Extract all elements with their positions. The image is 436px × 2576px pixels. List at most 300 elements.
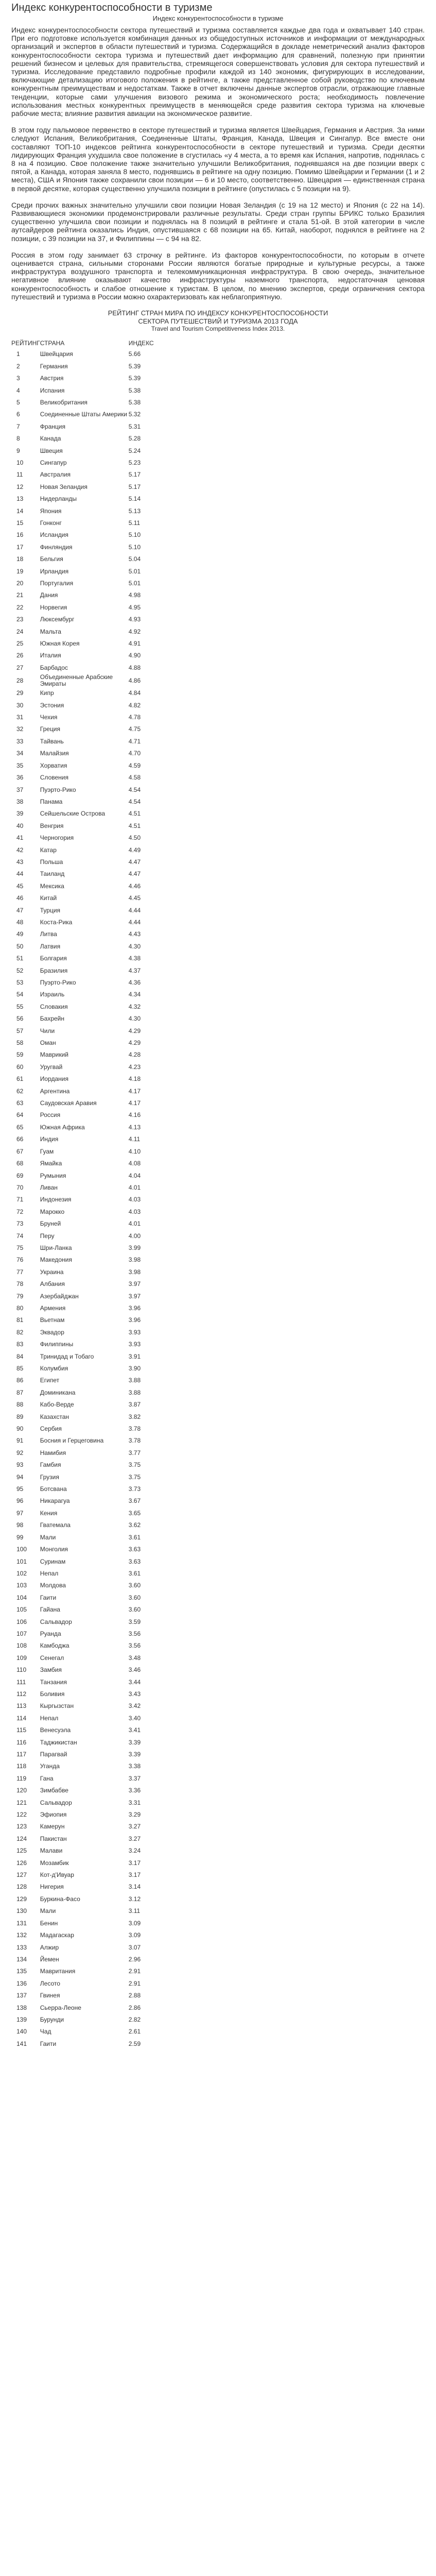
table-row [11,348,170,360]
table-row [11,1338,170,1350]
index-cell: 4.92 [128,628,141,635]
index-cell: 4.17 [128,1099,141,1107]
rank-cell: 109 [16,1654,27,1662]
index-cell: 3.09 [128,1919,141,1927]
rank-cell: 82 [16,1328,24,1336]
country-cell: Великобритания [40,398,88,406]
page-title: Индекс конкурентоспособности в туризме [11,2,213,13]
index-cell: 3.65 [128,1509,141,1517]
table-row [11,1845,170,1857]
country-cell: Армения [40,1304,66,1312]
table-row [11,1471,170,1483]
table-row [11,1568,170,1580]
rank-cell: 24 [16,628,24,635]
table-header-row [11,338,170,348]
country-cell: Мавритания [40,1968,76,1975]
index-cell: 4.17 [128,1087,141,1095]
rank-cell: 22 [16,603,24,611]
index-cell: 4.82 [128,701,141,709]
country-cell: Саудовская Аравия [40,1099,97,1107]
index-cell: 5.11 [128,519,141,527]
table-row [11,614,170,625]
index-cell: 3.09 [128,1931,141,1939]
table-row [11,1013,170,1025]
country-cell: Бразилия [40,967,68,974]
table-row [11,772,170,784]
table-row [11,1652,170,1664]
index-cell: 4.59 [128,761,141,769]
index-cell: 3.48 [128,1654,141,1662]
rank-cell: 58 [16,1039,24,1047]
rank-cell: 36 [16,774,24,782]
rank-cell: 27 [16,664,24,671]
index-cell: 5.04 [128,555,141,563]
index-cell: 4.45 [128,894,141,902]
table-row [11,1182,170,1194]
index-cell: 3.88 [128,1377,141,1384]
index-cell: 3.31 [128,1799,141,1806]
index-cell: 4.50 [128,834,141,842]
country-cell: Эстония [40,701,64,709]
country-cell: Кабо-Верде [40,1401,74,1409]
table-row [11,1122,170,1133]
index-cell: 4.03 [128,1208,141,1215]
index-cell: 4.54 [128,786,141,793]
table-row [11,578,170,589]
rank-cell: 75 [16,1244,24,1251]
country-cell: Гонконг [40,519,62,527]
country-cell: Сальвадор [40,1618,72,1625]
country-cell: Люксембург [40,616,75,623]
rank-cell: 141 [16,2040,27,2047]
rank-cell: 20 [16,580,24,587]
country-cell: Лесото [40,1979,60,1987]
index-cell: 4.54 [128,798,141,805]
rank-cell: 65 [16,1123,24,1131]
country-cell: Чили [40,1027,55,1035]
country-cell: Бахрейн [40,1015,64,1023]
rank-cell: 139 [16,2015,27,2023]
index-cell: 2.61 [128,2028,141,2036]
country-cell: Латвия [40,942,61,950]
rank-cell: 99 [16,1533,24,1541]
table-row [11,397,170,409]
rank-cell: 98 [16,1521,24,1529]
rank-cell: 66 [16,1136,24,1143]
index-cell: 4.71 [128,737,141,745]
country-cell: Нигерия [40,1883,64,1891]
rank-cell: 38 [16,798,24,805]
index-cell: 4.16 [128,1111,141,1119]
index-cell: 4.30 [128,942,141,950]
column-header-rank: РЕЙТИНГ [11,340,40,347]
index-cell: 4.01 [128,1220,141,1228]
rank-cell: 47 [16,906,24,914]
rank-cell: 129 [16,1895,27,1903]
country-cell: Маврикий [40,1051,68,1059]
country-cell: Сейшельские Острова [40,810,106,818]
index-cell: 4.18 [128,1075,141,1083]
index-cell: 2.91 [128,1968,141,1975]
index-cell: 3.59 [128,1618,141,1625]
rank-cell: 103 [16,1582,27,1589]
table-row [11,711,170,723]
rank-cell: 130 [16,1907,27,1915]
table-row [11,541,170,553]
country-cell: Коста-Рика [40,918,73,926]
table-row [11,517,170,529]
table-row [11,553,170,565]
table-row [11,2038,170,2050]
country-cell: Мексика [40,882,64,890]
rank-cell: 17 [16,543,24,551]
table-row [11,493,170,505]
rank-cell: 122 [16,1811,27,1819]
table-row [11,481,170,493]
country-cell: Южная Корея [40,640,80,648]
rank-cell: 13 [16,495,24,503]
rank-cell: 21 [16,591,24,599]
country-cell: Южная Африка [40,1123,85,1131]
country-cell: Таджикистан [40,1738,77,1746]
table-row [11,1604,170,1616]
table-row [11,1037,170,1049]
index-cell: 2.59 [128,2040,141,2047]
index-cell: 4.98 [128,591,141,599]
rank-cell: 1 [16,350,20,358]
country-cell: Греция [40,725,61,733]
rank-cell: 57 [16,1027,24,1035]
rank-cell: 39 [16,810,24,818]
country-cell: Япония [40,507,62,515]
index-cell: 4.49 [128,846,141,854]
country-cell: Франция [40,422,65,430]
index-cell: 4.58 [128,774,141,782]
table-row [11,1375,170,1386]
index-cell: 3.61 [128,1533,141,1541]
table-row [11,409,170,420]
country-cell: Молдова [40,1582,66,1589]
rank-cell: 119 [16,1774,27,1782]
table-row [11,844,170,856]
ranking-table [11,338,170,2050]
country-cell: Гуам [40,1147,54,1155]
rank-cell: 70 [16,1183,24,1191]
index-cell: 3.88 [128,1388,141,1396]
table-row [11,1941,170,1953]
rank-cell: 14 [16,507,24,515]
country-cell: Танзания [40,1678,67,1686]
index-cell: 5.32 [128,411,141,418]
table-row [11,625,170,637]
table-row [11,1833,170,1845]
rank-cell: 108 [16,1642,27,1650]
country-cell: Сальвадор [40,1799,72,1806]
country-cell: Германия [40,362,68,370]
country-cell: Черногория [40,834,74,842]
table-row [11,1929,170,1941]
index-cell: 5.17 [128,483,141,490]
table-row [11,1918,170,1929]
rank-cell: 72 [16,1208,24,1215]
table-row [11,964,170,976]
country-cell: Нидерланды [40,495,77,503]
index-cell: 5.66 [128,350,141,358]
country-cell: Мали [40,1533,56,1541]
index-cell: 4.43 [128,930,141,938]
country-cell: Оман [40,1039,56,1047]
article-subtitle: Индекс конкурентоспособности в туризме [152,14,284,22]
country-cell: Гаити [40,2040,57,2047]
rank-cell: 91 [16,1437,24,1445]
table-row [11,1435,170,1447]
table-row [11,1061,170,1073]
country-cell: Новая Зеландия [40,483,88,490]
table-row [11,1664,170,1676]
index-cell: 3.42 [128,1702,141,1710]
country-cell: Венесуэла [40,1726,71,1734]
index-cell: 3.17 [128,1859,141,1867]
table-row [11,1327,170,1338]
country-cell: Кот-д'Ивуар [40,1871,74,1879]
rank-cell: 18 [16,555,24,563]
table-row [11,880,170,892]
index-cell: 3.11 [128,1907,141,1915]
table-row [11,2002,170,2013]
table-row [11,1459,170,1471]
country-cell: Египет [40,1377,60,1384]
index-cell: 4.70 [128,750,141,757]
rank-cell: 15 [16,519,24,527]
index-cell: 4.46 [128,882,141,890]
country-cell: Швеция [40,447,63,454]
table-row [11,445,170,456]
country-cell: Перу [40,1232,55,1240]
country-cell: Пуэрто-Рико [40,786,76,793]
index-cell: 5.38 [128,386,141,394]
index-cell: 3.98 [128,1268,141,1276]
rank-cell: 125 [16,1847,27,1855]
index-cell: 3.46 [128,1666,141,1674]
rank-cell: 33 [16,737,24,745]
index-cell: 5.13 [128,507,141,515]
table-row [11,989,170,1001]
country-cell: Камерун [40,1823,65,1831]
table-row [11,1580,170,1591]
country-cell: Замбия [40,1666,62,1674]
country-cell: Кипр [40,689,54,697]
country-cell: Китай [40,894,57,902]
country-cell: Чехия [40,714,58,721]
country-cell: Австрия [40,375,64,382]
table-row [11,808,170,820]
index-cell: 3.27 [128,1835,141,1842]
rank-cell: 23 [16,616,24,623]
rank-cell: 83 [16,1341,24,1348]
table-row [11,796,170,808]
country-cell: Шри-Ланка [40,1244,72,1251]
rank-cell: 63 [16,1099,24,1107]
country-cell: Марокко [40,1208,65,1215]
index-cell: 3.77 [128,1449,141,1456]
table-row [11,1893,170,1905]
table-row [11,1423,170,1435]
country-cell: Непал [40,1569,59,1577]
index-cell: 3.27 [128,1823,141,1831]
table-row [11,1146,170,1158]
country-cell: Сербия [40,1425,62,1433]
index-cell: 4.51 [128,810,141,818]
index-cell: 3.93 [128,1341,141,1348]
index-cell: 4.32 [128,1003,141,1010]
rank-cell: 120 [16,1787,27,1794]
index-cell: 4.01 [128,1183,141,1191]
rank-cell: 115 [16,1726,27,1734]
table-row [11,1350,170,1362]
table-row [11,1990,170,2002]
index-cell: 4.51 [128,822,141,829]
index-cell: 3.40 [128,1714,141,1722]
country-cell: Бурунди [40,2015,64,2023]
country-cell: Сьерра-Леоне [40,2004,81,2011]
table-row [11,1447,170,1459]
rank-cell: 32 [16,725,24,733]
index-cell: 4.44 [128,906,141,914]
table-row [11,1785,170,1797]
rank-cell: 79 [16,1292,24,1300]
table-row [11,1616,170,1628]
paragraph-russia: Россия в этом году занимает 63 строчку в рейтинге. Из факторов конкурентоспособности, по которым в отчете оценивается страна, сильными сторонами России являются богатые природные и культурные ресурсы, а также инфраструктура воздушного транспорта и телекоммуникационная инфраструктура. В свою очередь, значительное негативное влияние оказывают качество инфраструктуры наземного транспорта, недостаточная ценовая конкурентоспособность и слабое отношение к туристам. В целом, по мнению экспертов, среди ограничения сектора путешествий и туризма в России можно охарактеризовать как неблагоприятную. [11,250,425,301]
rank-cell: 102 [16,1569,27,1577]
rank-cell: 67 [16,1147,24,1155]
table-row [11,1314,170,1326]
index-cell: 4.23 [128,1063,141,1071]
rank-cell: 97 [16,1509,24,1517]
rank-cell: 26 [16,652,24,659]
country-cell: Гватемала [40,1521,71,1529]
country-cell: Польша [40,858,63,866]
index-cell: 5.14 [128,495,141,503]
rank-cell: 80 [16,1304,24,1312]
table-row [11,1869,170,1881]
country-cell: Таиланд [40,870,65,878]
rank-cell: 77 [16,1268,24,1276]
rank-cell: 64 [16,1111,24,1119]
rank-cell: 69 [16,1172,24,1179]
rank-cell: 121 [16,1799,27,1806]
country-cell: Уганда [40,1762,60,1770]
index-cell: 5.39 [128,362,141,370]
rank-cell: 112 [16,1690,27,1698]
rank-cell: 30 [16,701,24,709]
table-row [11,760,170,772]
rank-cell: 3 [16,375,20,382]
rank-cell: 44 [16,870,24,878]
rank-cell: 2 [16,362,20,370]
table-row [11,820,170,832]
table-row [11,674,170,687]
table-row [11,505,170,517]
index-cell: 4.11 [128,1136,141,1143]
table-row [11,1266,170,1278]
index-cell: 3.78 [128,1425,141,1433]
table-row [11,1978,170,1990]
rank-cell: 5 [16,398,20,406]
index-cell: 3.07 [128,1943,141,1951]
index-cell: 4.88 [128,664,141,671]
country-cell: Чад [40,2028,51,2036]
country-cell: Соединенные Штаты Америки [40,411,127,418]
index-cell: 2.82 [128,2015,141,2023]
country-cell: Зимбабве [40,1787,68,1794]
index-cell: 5.10 [128,543,141,551]
paragraph-leaders: В этом году пальмовое первенство в секторе путешествий и туризма является Швейцария, Германия и Австрия. За ними следуют Испания, Великобритания, Соединенные Штаты, Франция, Канада, Швеция и Сингапур. Все вместе они составляют ТОП-10 индексов рейтинга конкурентоспособности в секторе путешествий и туризма. Среди десятки лидирующих Франция ухудшила свое положение в сгустилась «у 4 места, а то время как Испания, напротив, поднялась с 8 на 4 позицию. Свое положение также значительно улучшили Великобритания, поднявшаяся на две позиции вверх с пятой, а Канада, которая заняла 8 место, поднявшись в рейтинге на одну позицию. Помимо Швейцарии и Германии (1 и 2 места), США и Япония также сохранили свои позиции — 6 и 10 место, соответственно. Швецария — единственная страна в первой десятке, которая существенно улучшила позиции в рейтинге (опустилась с 5 позиции на 9). [11,126,425,193]
table-row [11,433,170,445]
country-cell: Швейцария [40,350,73,358]
table-row [11,602,170,614]
rank-cell: 50 [16,942,24,950]
country-cell: Ливан [40,1183,58,1191]
country-cell: Гана [40,1774,54,1782]
index-cell: 3.29 [128,1811,141,1819]
country-cell: Индонезия [40,1196,72,1204]
country-cell: Хорватия [40,761,67,769]
rank-cell: 117 [16,1751,27,1758]
table-row [11,1109,170,1121]
rank-cell: 68 [16,1160,24,1167]
table-row [11,917,170,928]
country-cell: Кыргызстан [40,1702,74,1710]
index-cell: 5.31 [128,422,141,430]
rank-cell: 86 [16,1377,24,1384]
rank-cell: 51 [16,955,24,962]
table-row [11,1736,170,1748]
table-row [11,1519,170,1531]
table-row [11,2014,170,2026]
rank-cell: 74 [16,1232,24,1240]
table-row [11,1025,170,1037]
table-row [11,1278,170,1290]
rank-cell: 52 [16,967,24,974]
country-cell: Австралия [40,471,71,479]
index-cell: 3.63 [128,1546,141,1553]
index-cell: 3.60 [128,1594,141,1601]
rank-cell: 48 [16,918,24,926]
rank-cell: 43 [16,858,24,866]
table-row [11,1001,170,1013]
table-heading-line2: СЕКТОРА ПУТЕШЕСТВИЙ И ТУРИЗМА 2013 ГОДА [138,317,298,325]
rank-cell: 28 [16,676,24,684]
country-cell: Тринидад и Тобаго [40,1352,94,1360]
rank-cell: 118 [16,1762,27,1770]
country-cell: Аргентина [40,1087,70,1095]
table-source: Travel and Tourism Competitiveness Index 2013. [151,325,285,333]
rank-cell: 89 [16,1413,24,1420]
table-row [11,1254,170,1266]
table-row [11,748,170,759]
rank-cell: 7 [16,422,20,430]
country-cell: Доминикана [40,1388,76,1396]
table-row [11,1206,170,1218]
rank-cell: 124 [16,1835,27,1842]
index-cell: 4.36 [128,979,141,987]
column-header-index: ИНДЕКС [128,340,154,347]
index-cell: 3.82 [128,1413,141,1420]
rank-cell: 116 [16,1738,27,1746]
table-row [11,856,170,868]
country-cell: Норвегия [40,603,67,611]
country-cell: Руанда [40,1630,61,1637]
